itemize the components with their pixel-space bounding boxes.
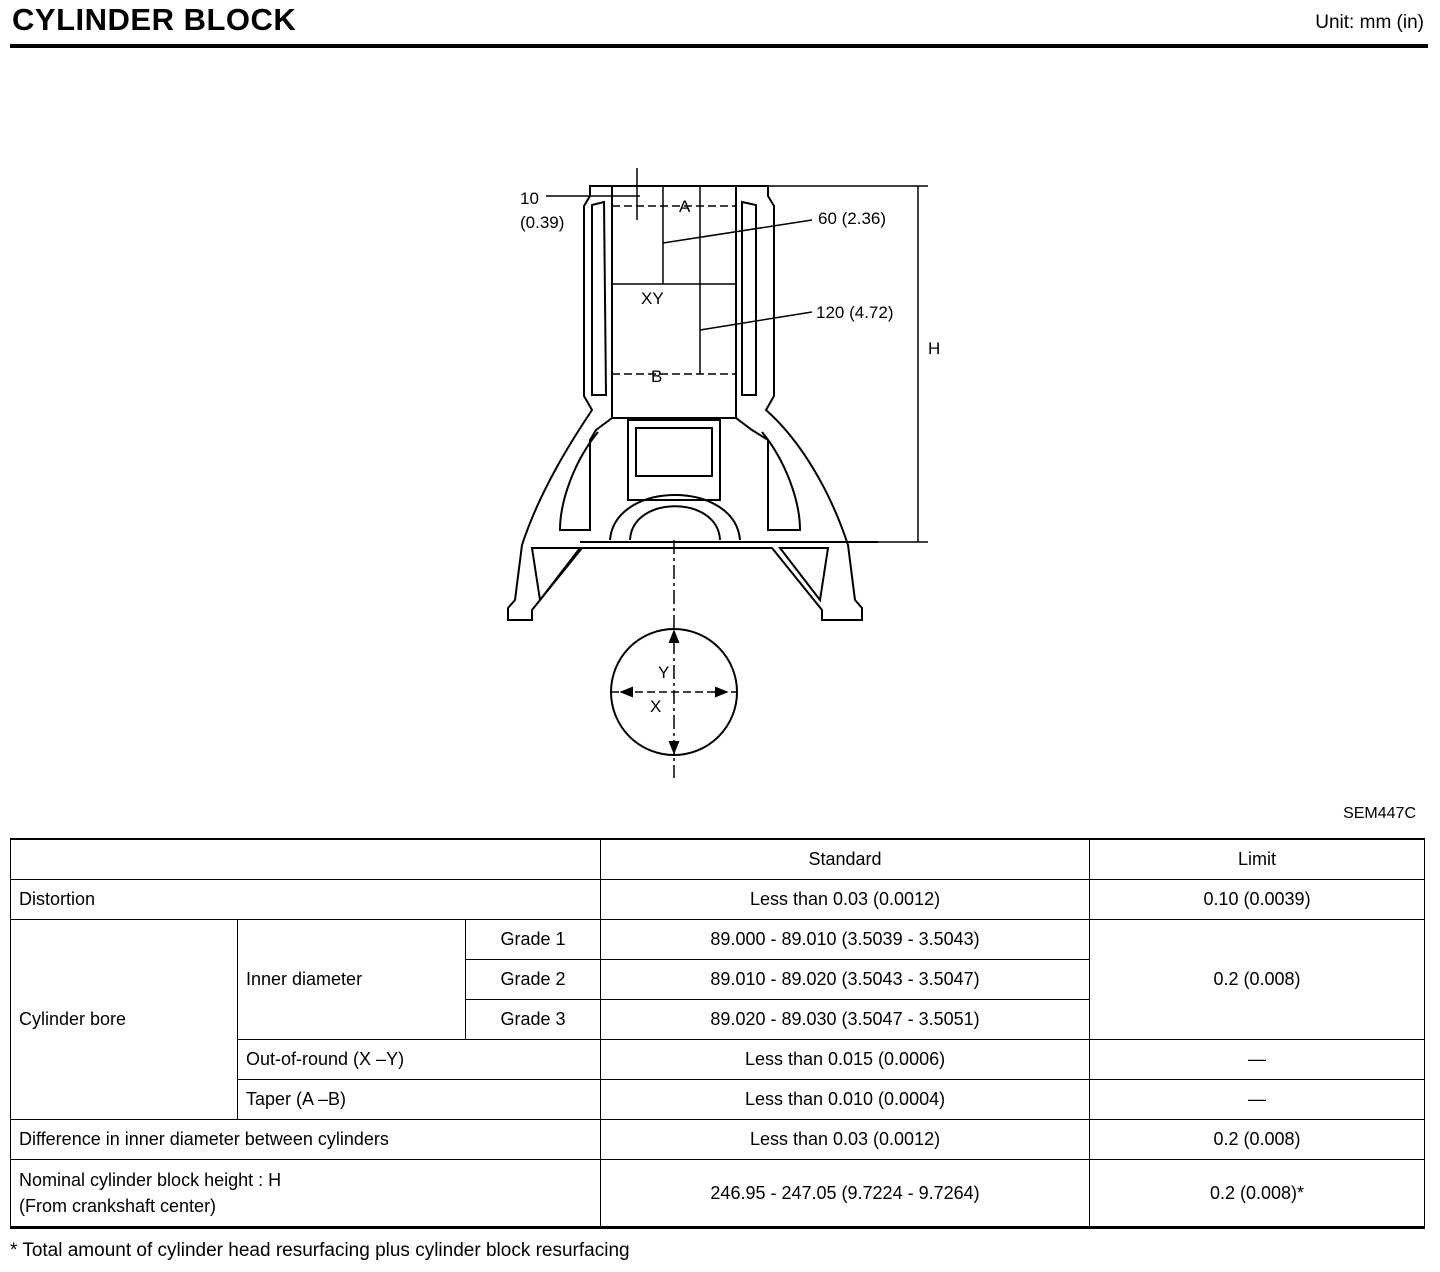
spec-table bbox=[10, 838, 1425, 1229]
grade-2-label: Grade 2 bbox=[466, 960, 601, 1000]
taper-limit: — bbox=[1090, 1080, 1425, 1120]
distortion-standard: Less than 0.03 (0.0012) bbox=[601, 880, 1090, 920]
block-outline bbox=[508, 186, 862, 620]
label-a: A bbox=[679, 197, 691, 216]
cylinder-bore bbox=[612, 186, 736, 418]
distortion-label: Distortion bbox=[11, 880, 601, 920]
inner-diameter-limit: 0.2 (0.008) bbox=[1090, 920, 1425, 1040]
difference-limit: 0.2 (0.008) bbox=[1090, 1120, 1425, 1160]
main-bearing-arch bbox=[610, 495, 740, 540]
footnote: * Total amount of cylinder head resurfacing plus cylinder block resurfacing bbox=[10, 1240, 630, 1261]
label-y: Y bbox=[658, 663, 670, 682]
nominal-height-label bbox=[11, 1160, 601, 1228]
table-header-row bbox=[11, 839, 1425, 880]
grade-3-label: Grade 3 bbox=[466, 1000, 601, 1040]
difference-standard: Less than 0.03 (0.0012) bbox=[601, 1120, 1090, 1160]
distortion-limit: 0.10 (0.0039) bbox=[1090, 880, 1425, 920]
page-title: CYLINDER BLOCK bbox=[12, 2, 297, 37]
nominal-height-line1: Nominal cylinder block height : H bbox=[19, 1170, 282, 1190]
figure-code: SEM447C bbox=[1343, 805, 1416, 822]
table-row bbox=[11, 880, 1425, 920]
header-blank bbox=[11, 839, 601, 880]
nominal-height-limit: 0.2 (0.008)* bbox=[1090, 1160, 1425, 1228]
header-standard: Standard bbox=[601, 839, 1090, 880]
dim-top-value: 10 bbox=[520, 189, 539, 208]
label-b: B bbox=[651, 367, 663, 386]
taper-standard: Less than 0.010 (0.0004) bbox=[601, 1080, 1090, 1120]
out-of-round-standard: Less than 0.015 (0.0006) bbox=[601, 1040, 1090, 1080]
table-row bbox=[11, 1120, 1425, 1160]
skirt-right bbox=[780, 548, 828, 600]
grade-1-label: Grade 1 bbox=[466, 920, 601, 960]
table-row bbox=[11, 920, 1425, 960]
nominal-height-line2: (From crankshaft center) bbox=[19, 1196, 217, 1216]
nominal-height-standard: 246.95 - 247.05 (9.7224 - 9.7264) bbox=[601, 1160, 1090, 1228]
oil-gallery bbox=[628, 420, 720, 500]
label-xy: XY bbox=[641, 289, 664, 308]
grade-1-standard: 89.000 - 89.010 (3.5039 - 3.5043) bbox=[601, 920, 1090, 960]
table-row bbox=[11, 1160, 1425, 1228]
inner-diameter-label: Inner diameter bbox=[238, 920, 466, 1040]
label-h: H bbox=[928, 339, 941, 358]
cylinder-bore-label: Cylinder bore bbox=[11, 920, 238, 1120]
out-of-round-limit: — bbox=[1090, 1040, 1425, 1080]
water-jacket-left bbox=[592, 202, 606, 395]
dim-60: 60 (2.36) bbox=[818, 209, 887, 228]
grade-3-standard: 89.020 - 89.030 (3.5047 - 3.5051) bbox=[601, 1000, 1090, 1040]
taper-label: Taper (A –B) bbox=[238, 1080, 601, 1120]
grade-2-standard: 89.010 - 89.020 (3.5043 - 3.5047) bbox=[601, 960, 1090, 1000]
label-x: X bbox=[650, 697, 662, 716]
dim-top-inch: (0.39) bbox=[520, 213, 565, 232]
out-of-round-label: Out-of-round (X –Y) bbox=[238, 1040, 601, 1080]
difference-label: Difference in inner diameter between cylinders bbox=[11, 1120, 601, 1160]
unit-label: Unit: mm (in) bbox=[1315, 12, 1424, 33]
dim-120: 120 (4.72) bbox=[816, 303, 894, 322]
skirt-left bbox=[532, 548, 580, 600]
header-limit: Limit bbox=[1090, 839, 1425, 880]
lower-rib-left bbox=[560, 418, 612, 530]
